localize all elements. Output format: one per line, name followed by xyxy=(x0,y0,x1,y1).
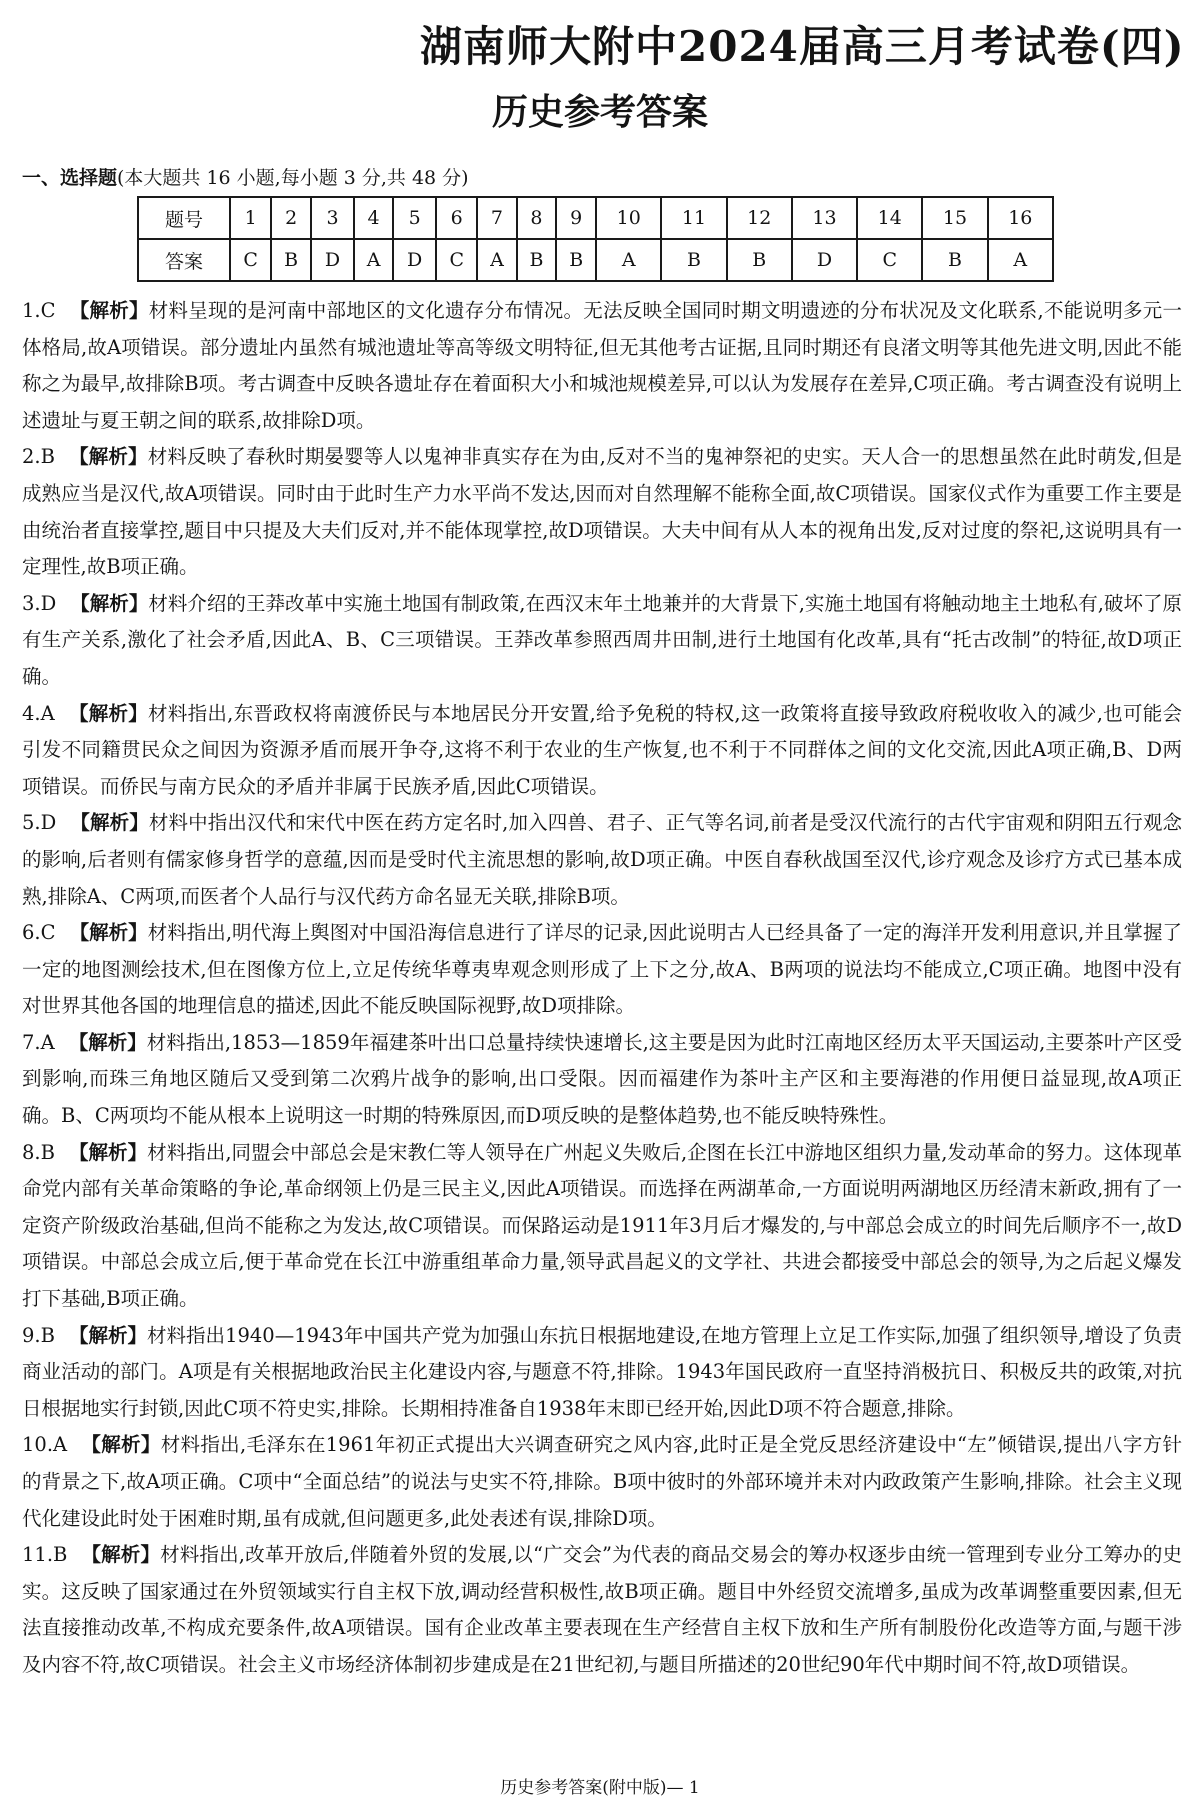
question-number-cell: 3 xyxy=(311,197,354,239)
answer-cell: D xyxy=(311,239,354,281)
explanation-item xyxy=(22,1025,1182,1135)
analysis-tag: 【解析】 xyxy=(68,1323,148,1347)
explanation-text: 材料指出,1853—1859年福建茶叶出口总量持续快速增长,这主要是因为此时江南地区经历太平天国运动,主要茶叶产区受到影响,而珠三角地区随后又受到第二次鸦片战争的影响,出口受限。因而福建作为茶叶主产区和主要海港的作用便日益显现,故A项正确。B、C两项均不能从根本上说明这一时期的特殊原因,而D项反映的是整体趋势,也不能反映特殊性。 xyxy=(22,1030,1182,1128)
answer-cell: A xyxy=(988,239,1053,281)
analysis-tag: 【解析】 xyxy=(69,921,148,945)
explanation-text: 材料指出,毛泽东在1961年初正式提出大兴调查研究之风内容,此时正是全党反思经济建设中“左”倾错误,提出八字方针的背景之下,故A项正确。C项中“全面总结”的说法与史实不符,排除。B项中彼时的外部环境并未对内政政策产生影响,排除。社会主义现代化建设此时处于困难时期,虽有成就,但问题更多,此处表述有误,排除D项。 xyxy=(22,1433,1182,1530)
question-number-cell: 5 xyxy=(393,197,436,239)
answer-cell: B xyxy=(727,239,792,281)
explanation-number: 4.A xyxy=(22,701,55,725)
page-footer: 历史参考答案(附中版)— 1 xyxy=(500,1778,700,1798)
explanation-item xyxy=(22,915,1182,1025)
answer-cell: D xyxy=(792,239,857,281)
analysis-tag: 【解析】 xyxy=(81,1433,161,1457)
explanation-text: 材料反映了春秋时期晏婴等人以鬼神非真实存在为由,反对不当的鬼神祭祀的史实。天人合一的思想虽然在此时萌发,但是成熟应当是汉代,故A项错误。同时由于此时生产力水平尚不发达,因而对自然理解不能称全面,故C项错误。国家仪式作为重要工作主要是由统治者直接掌控,题目中只提及大夫们反对,并不能体现掌控,故D项错误。大夫中间有从人本的视角出发,反对过度的祭祀,这说明具有一定理性,故B项正确。 xyxy=(22,445,1182,579)
question-number-cell: 7 xyxy=(477,197,516,239)
analysis-tag: 【解析】 xyxy=(70,591,149,615)
answer-row xyxy=(138,239,1053,281)
answer-cell: A xyxy=(477,239,516,281)
question-number-cell: 2 xyxy=(271,197,311,239)
explanation-text: 材料中指出汉代和宋代中医在药方定名时,加入四兽、君子、正气等名词,前者是受汉代流行的古代宇宙观和阴阳五行观念的影响,后者则有儒家修身哲学的意蕴,因而是受时代主流思想的影响,故D项正确。中医自春秋战国至汉代,诊疗观念及诊疗方式已基本成熟,排除A、C两项,而医者个人品行与汉代药方命名显无关联,排除B项。 xyxy=(22,811,1182,908)
document-subtitle: 历史参考答案 xyxy=(491,92,708,133)
answer-cell: C xyxy=(230,239,271,281)
answer-key-table xyxy=(137,196,1054,282)
explanation-number: 7.A xyxy=(22,1030,55,1054)
answer-cell: B xyxy=(517,239,557,281)
explanation-text: 材料介绍的王莽改革中实施土地国有制政策,在西汉末年土地兼并的大背景下,实施土地国有将触动地主土地私有,破坏了原有生产关系,激化了社会矛盾,因此A、B、C三项错误。王莽改革参照西周井田制,进行土地国有化改革,具有“托古改制”的特征,故D项正确。 xyxy=(22,591,1182,688)
question-number-cell: 1 xyxy=(230,197,271,239)
explanation-item xyxy=(22,293,1182,439)
question-number-cell: 9 xyxy=(556,197,596,239)
question-number-cell: 12 xyxy=(727,197,792,239)
explanation-number: 3.D xyxy=(22,591,57,615)
row-header-number: 题号 xyxy=(138,197,230,239)
explanation-number: 10.A xyxy=(22,1433,68,1457)
answer-cell: C xyxy=(436,239,477,281)
explanation-item xyxy=(22,1318,1182,1428)
answer-cell: A xyxy=(596,239,661,281)
explanation-text: 材料指出,东晋政权将南渡侨民与本地居民分开安置,给予免税的特权,这一政策将直接导致政府税收收入的减少,也可能会引发不同籍贯民众之间因为资源矛盾而展开争夺,这将不利于农业的生产恢复,也不利于不同群体之间的文化交流,因此A项正确,B、D两项错误。而侨民与南方民众的矛盾并非属于民族矛盾,因此C项错误。 xyxy=(22,701,1182,798)
question-number-row xyxy=(138,197,1053,239)
analysis-tag: 【解析】 xyxy=(68,1140,148,1164)
explanation-text: 材料指出,同盟会中部总会是宋教仁等人领导在广州起义失败后,企图在长江中游地区组织力量,发动革命的努力。这体现革命党内部有关革命策略的争论,革命纲领上仍是三民主义,因此A项错误。而选择在两湖革命,一方面说明两湖地区历经清末新政,拥有了一定资产阶级政治基础,但尚不能称之为发达,故C项错误。而保路运动是1911年3月后才爆发的,与中部总会成立的时间先后顺序不一,故D项错误。中部总会成立后,便于革命党在长江中游重组革命力量,领导武昌起义的文学社、共进会都接受中部总会的领导,为之后起义爆发打下基础,B项正确。 xyxy=(22,1140,1182,1311)
explanation-item xyxy=(22,439,1182,585)
explanation-number: 6.C xyxy=(22,921,56,945)
answer-cell: B xyxy=(556,239,596,281)
question-number-cell: 13 xyxy=(792,197,857,239)
exam-title: 湖南师大附中2024届高三月考试卷(四) xyxy=(420,22,1185,71)
question-number-cell: 6 xyxy=(436,197,477,239)
explanation-text: 材料指出1940—1943年中国共产党为加强山东抗日根据地建设,在地方管理上立足工作实际,加强了组织领导,增设了负责商业活动的部门。A项是有关根据地政治民主化建设内容,与题意不符,排除。1943年国民政府一直坚持消极抗日、积极反共的政策,对抗日根据地实行封锁,因此C项不符史实,排除。长期相持准备自1938年末即已经开始,因此D项不符合题意,排除。 xyxy=(22,1323,1182,1420)
question-number-cell: 8 xyxy=(517,197,557,239)
explanation-number: 2.B xyxy=(22,445,55,469)
question-number-cell: 11 xyxy=(661,197,726,239)
analysis-tag: 【解析】 xyxy=(68,445,148,469)
explanation-text: 材料指出,明代海上舆图对中国沿海信息进行了详尽的记录,因此说明古人已经具备了一定的海洋开发利用意识,并且掌握了一定的地图测绘技术,但在图像方位上,立足传统华尊夷卑观念则形成了上下之分,故A、B两项的说法均不能成立,C项正确。地图中没有对世界其他各国的地理信息的描述,因此不能反映国际视野,故D项排除。 xyxy=(22,921,1182,1018)
analysis-tag: 【解析】 xyxy=(70,811,149,835)
explanation-text: 材料呈现的是河南中部地区的文化遗存分布情况。无法反映全国同时期文明遗迹的分布状况及文化联系,不能说明多元一体格局,故A项错误。部分遗址内虽然有城池遗址等高等级文明特征,但无其他考古证据,且同时期还有良渚文明等其他先进文明,因此不能称之为最早,故排除B项。考古调查中反映各遗址存在着面积大小和城池规模差异,可以认为发展存在差异,C项正确。考古调查没有说明上述遗址与夏王朝之间的联系,故排除D项。 xyxy=(22,299,1182,432)
section-heading xyxy=(22,163,469,190)
explanation-item xyxy=(22,1427,1182,1537)
explanation-item xyxy=(22,805,1182,915)
analysis-tag: 【解析】 xyxy=(69,299,149,322)
explanation-number: 9.B xyxy=(22,1323,55,1347)
question-number-cell: 10 xyxy=(596,197,661,239)
analysis-tag: 【解析】 xyxy=(81,1543,161,1567)
question-number-cell: 15 xyxy=(922,197,987,239)
answer-cell: B xyxy=(922,239,987,281)
answer-cell: A xyxy=(354,239,393,281)
answer-cell: D xyxy=(393,239,436,281)
question-number-cell: 4 xyxy=(354,197,393,239)
answer-cell: B xyxy=(271,239,311,281)
answer-cell: C xyxy=(857,239,922,281)
explanation-text: 材料指出,改革开放后,伴随着外贸的发展,以“广交会”为代表的商品交易会的筹办权逐步由统一管理到专业分工筹办的史实。这反映了国家通过在外贸领域实行自主权下放,调动经营积极性,故B项正确。题目中外经贸交流增多,虽成为改革调整重要因素,但无法直接推动改革,不构成充要条件,故A项错误。国有企业改革主要表现在生产经营自主权下放和生产所有制股份化改造等方面,与题干涉及内容不符,故C项错误。社会主义市场经济体制初步建成是在21世纪初,与题目所描述的20世纪90年代中期时间不符,故D项错误。 xyxy=(22,1543,1182,1676)
explanation-number: 11.B xyxy=(22,1543,68,1567)
row-header-answer: 答案 xyxy=(138,239,230,281)
section-label: 一、选择题 xyxy=(22,167,118,189)
explanation-number: 5.D xyxy=(22,811,57,835)
explanation-number: 1.C xyxy=(22,299,56,322)
explanation-item xyxy=(22,1537,1182,1683)
question-number-cell: 14 xyxy=(857,197,922,239)
analysis-tag: 【解析】 xyxy=(68,701,149,725)
explanations-list xyxy=(22,293,1182,1684)
explanation-number: 8.B xyxy=(22,1140,55,1164)
explanation-item xyxy=(22,1135,1182,1318)
section-note: (本大题共 16 小题,每小题 3 分,共 48 分) xyxy=(117,167,469,189)
question-number-cell: 16 xyxy=(988,197,1053,239)
explanation-item xyxy=(22,586,1182,696)
explanation-item xyxy=(22,696,1182,806)
analysis-tag: 【解析】 xyxy=(68,1030,147,1054)
answer-cell: B xyxy=(661,239,726,281)
